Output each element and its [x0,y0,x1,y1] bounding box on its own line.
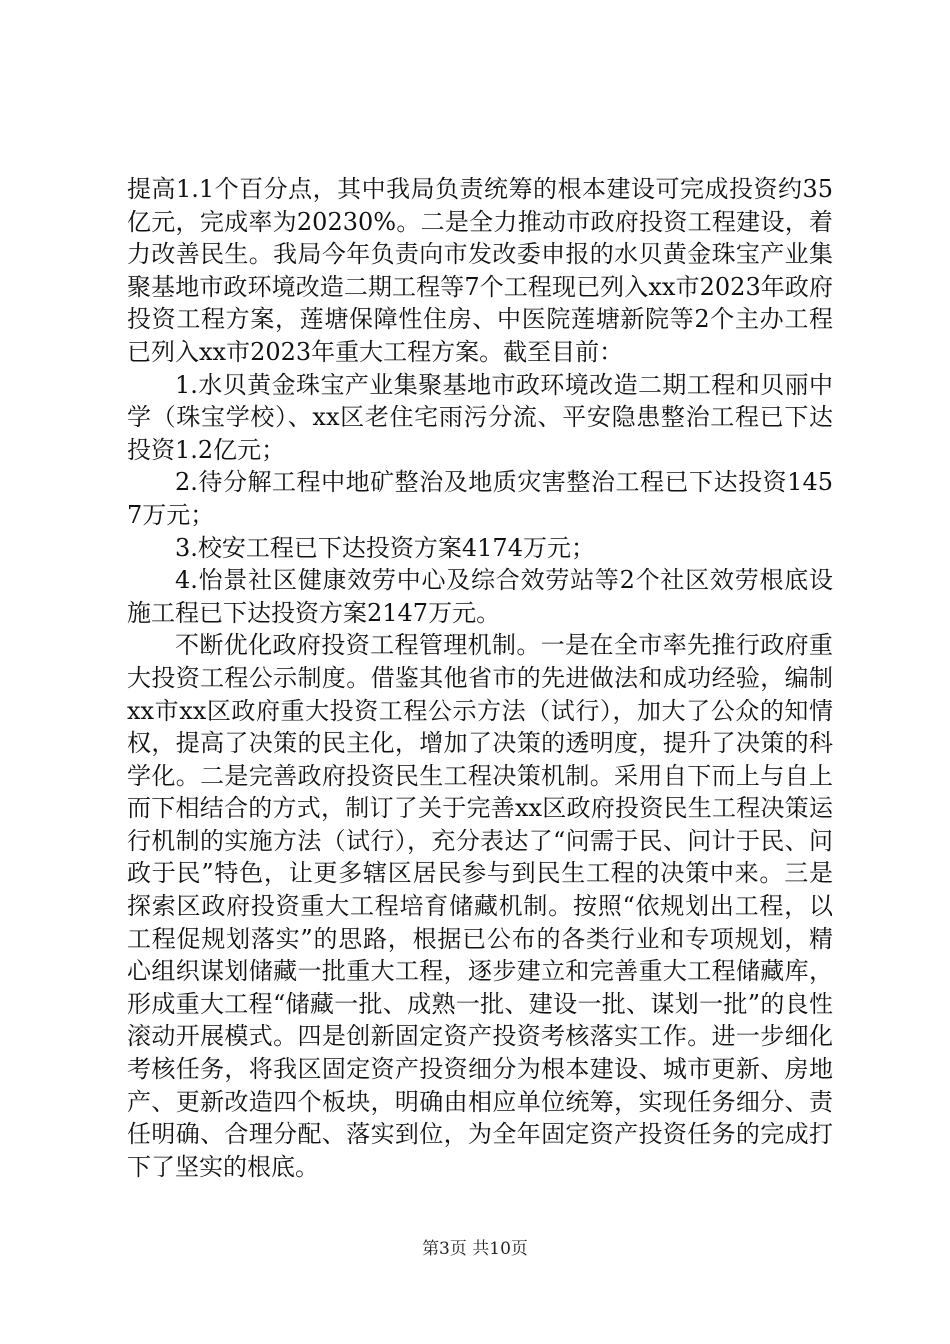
page-footer: 第3页 共10页 [422,1239,528,1259]
list-item-4: 4.怡景社区健康效劳中心及综合效劳站等2个社区效劳根底设施工程已下达投资方案2147万元。 [127,566,833,627]
paragraph-management-mechanism: 不断优化政府投资工程管理机制。一是在全市率先推行政府重大投资工程公示制度。借鉴其他省市的先进做法和成功经验，编制xx市xx区政府重大投资工程公示方法（试行），加大了公众的知情权，提高了决策的民主化，增加了决策的透明度，提升了决策的科学化。二是完善政府投资民生工程决策机制。采用自下而上与自上而下相结合的方式，制订了关于完善xx区政府投资民生工程决策运行机制的实施方法（试行），充分表达了“问需于民、问计于民、问政于民”特色，让更多辖区居民参与到民生工程的决策中来。三是探索区政府投资重大工程培育储藏机制。按照“依规划出工程，以工程促规划落实”的思路，根据已公布的各类行业和专项规划，精心组织谋划储藏一批重大工程，逐步建立和完善重大工程储藏库，形成重大工程“储藏一批、成熟一批、建设一批、谋划一批”的良性滚动开展模式。四是创新固定资产投资考核落实工作。进一步细化考核任务，将我区固定资产投资细分为根本建设、城市更新、房地产、更新改造四个板块，明确由相应单位统筹，实现任务细分、责任明确、合理分配、落实到位，为全年固定资产投资任务的完成打下了坚实的根底。 [127,631,833,1181]
document-body [127,173,833,1183]
list-item-1: 1.水贝黄金珠宝产业集聚基地市政环境改造二期工程和贝丽中学（珠宝学校）、xx区老住宅雨污分流、平安隐患整治工程已下达投资1.2亿元； [127,370,833,464]
list-item-2: 2.待分解工程中地矿整治及地质灾害整治工程已下达投资1457万元； [127,468,833,529]
list-item-3: 3.校安工程已下达投资方案4174万元； [175,533,595,562]
paragraph-investment-progress: 提高1.1个百分点，其中我局负责统筹的根本建设可完成投资约35亿元，完成率为20230%。二是全力推动市政府投资工程建设，着力改善民生。我局今年负责向市发改委申报的水贝黄金珠宝产业集聚基地市政环境改造二期工程等7个工程现已列入xx市2023年政府投资工程方案，莲塘保障性住房、中医院莲塘新院等2个主办工程已列入xx市2023年重大工程方案。截至目前： [127,175,833,366]
